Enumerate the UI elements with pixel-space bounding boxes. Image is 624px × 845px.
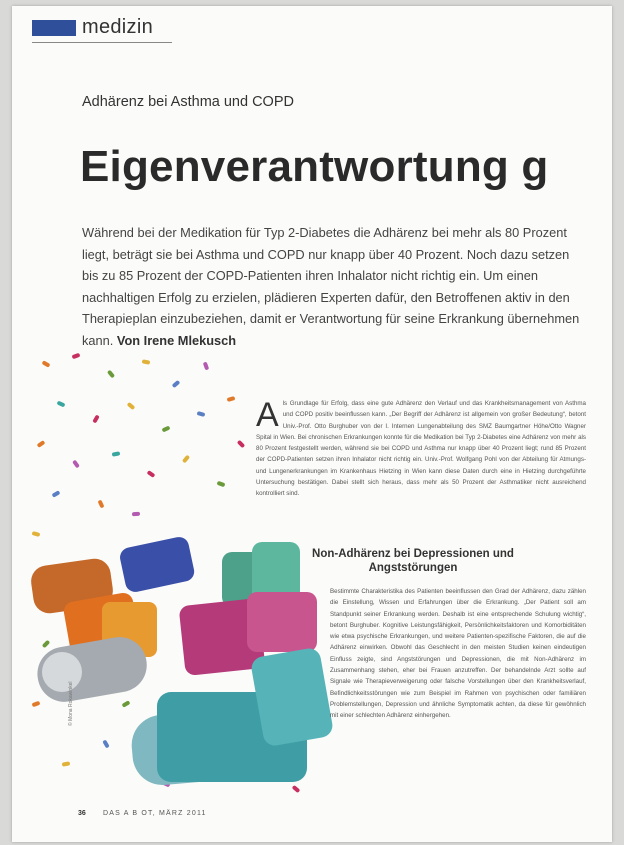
lead-text: Während bei der Medikation für Typ 2-Diabetes die Adhärenz bei mehr als 80 Prozent liegt, beträgt sie bei Asthma und COPD nur knapp über 40 Prozent. Noch dazu setzen bis zu 85 Prozent der COPD-Patienten ihren Inhalator nicht richtig ein. Um einen nachhaltigen Erfolg zu erzielen, plädieren Experten dafür, den Betroffenen aktiv in den Therapieplan einzubeziehen, damit er Verantwortung für seine Erkrankung übernehmen kann. bbox=[82, 225, 580, 348]
section-label: medizin bbox=[82, 16, 154, 38]
body-column-2: Bestimmte Charakteristika des Patienten beeinflussen den Grad der Adhärenz, dazu zählen die Einstellung, Wissen und Erfahrungen über die Erkrankung. „Der Patient soll am Standpunkt seiner Erkrankung werden. Deshalb ist eine entsprechende Schulung wichtig“, betont Burghuber. Kognitive Leistungsfähigkeit, Persönlichkeitsfaktoren und Komorbiditäten wie etwa psychische Erkrankungen, und weitere Patienten-spezifische Faktoren, die auf die Adhärenz einwirken. Obwohl das Geschlecht in den meisten Studien keinen eindeutigen Einfluss zeigte, sind Angststörungen und Depressionen, die mit Non-Adhärenz im Zusammenhang stehen, eher bei Frauen anzutreffen. Der behandelnde Arzt sollte auf Signale wie Therapieverweigerung oder falsche Vorstellungen über den Krankheitsverlauf, Befindlichkeitsstörungen wie zum Beispiel im Rahmen von psychischen oder familiären Problemstellungen, Depression und ähnliche Symptomatik achten, da diese für gewöhnlich mit einer schlechten Adhärenz einhergehen. bbox=[330, 588, 586, 720]
publication-name: DAS A B OT, MÄRZ 2011 bbox=[102, 810, 207, 817]
section-rule bbox=[32, 42, 172, 43]
inhaler-group bbox=[29, 535, 334, 787]
section-color-bar bbox=[32, 20, 76, 36]
body-column-1 bbox=[256, 398, 586, 500]
body-text-1: ls Grundlage für Erfolg, dass eine gute Adhärenz den Verlauf und das Krankheitsmanagement von Asthma und COPD positiv beeinflussen kann. „Der Begriff der Adhärenz ist allgemein von großer Bedeutung“, betont Univ.-Prof. Otto Burghuber von der I. Internen Lungenabteilung des SMZ Baumgartner Höhe/Otto Wagner Spital in Wien. Bei chronischen Erkrankungen konnte für die Medikation bei Typ 2-Diabetes eine Adhärenz von mehr als 80 Prozent festgestellt werden, während sie bei COPD und Asthma nur knapp über 40 Prozent liegt; rund 85 Prozent der COPD-Patienten setzen ihren Inhalator nicht richtig ein. Univ.-Prof. Wolfgang Pohl von der Abteilung für Atmungs- und Lungenerkrankungen im Krankenhaus Hietzing in Wien kann diese Daten durch eine in Hietzing durchgeführte Untersuchung bestätigen. Dabei stellt sich heraus, dass mehr als 50 Prozent der Asthmatiker nicht ausreichend kontrolliert sind. bbox=[256, 400, 586, 498]
photo-credit: © Mona Rokawinkel bbox=[68, 681, 74, 726]
page-footer bbox=[78, 810, 207, 817]
article-subhead: Non-Adhärenz bei Depressionen und Angststörungen bbox=[312, 548, 514, 574]
byline: Von Irene Mlekusch bbox=[116, 332, 237, 348]
page-number: 36 bbox=[78, 810, 86, 817]
article-lead bbox=[82, 222, 582, 351]
article-kicker: Adhärenz bei Asthma und COPD bbox=[82, 94, 294, 110]
magazine-page bbox=[12, 6, 612, 842]
article-title: Eigenverantwortung g bbox=[80, 142, 549, 191]
dropcap: A bbox=[256, 396, 279, 434]
